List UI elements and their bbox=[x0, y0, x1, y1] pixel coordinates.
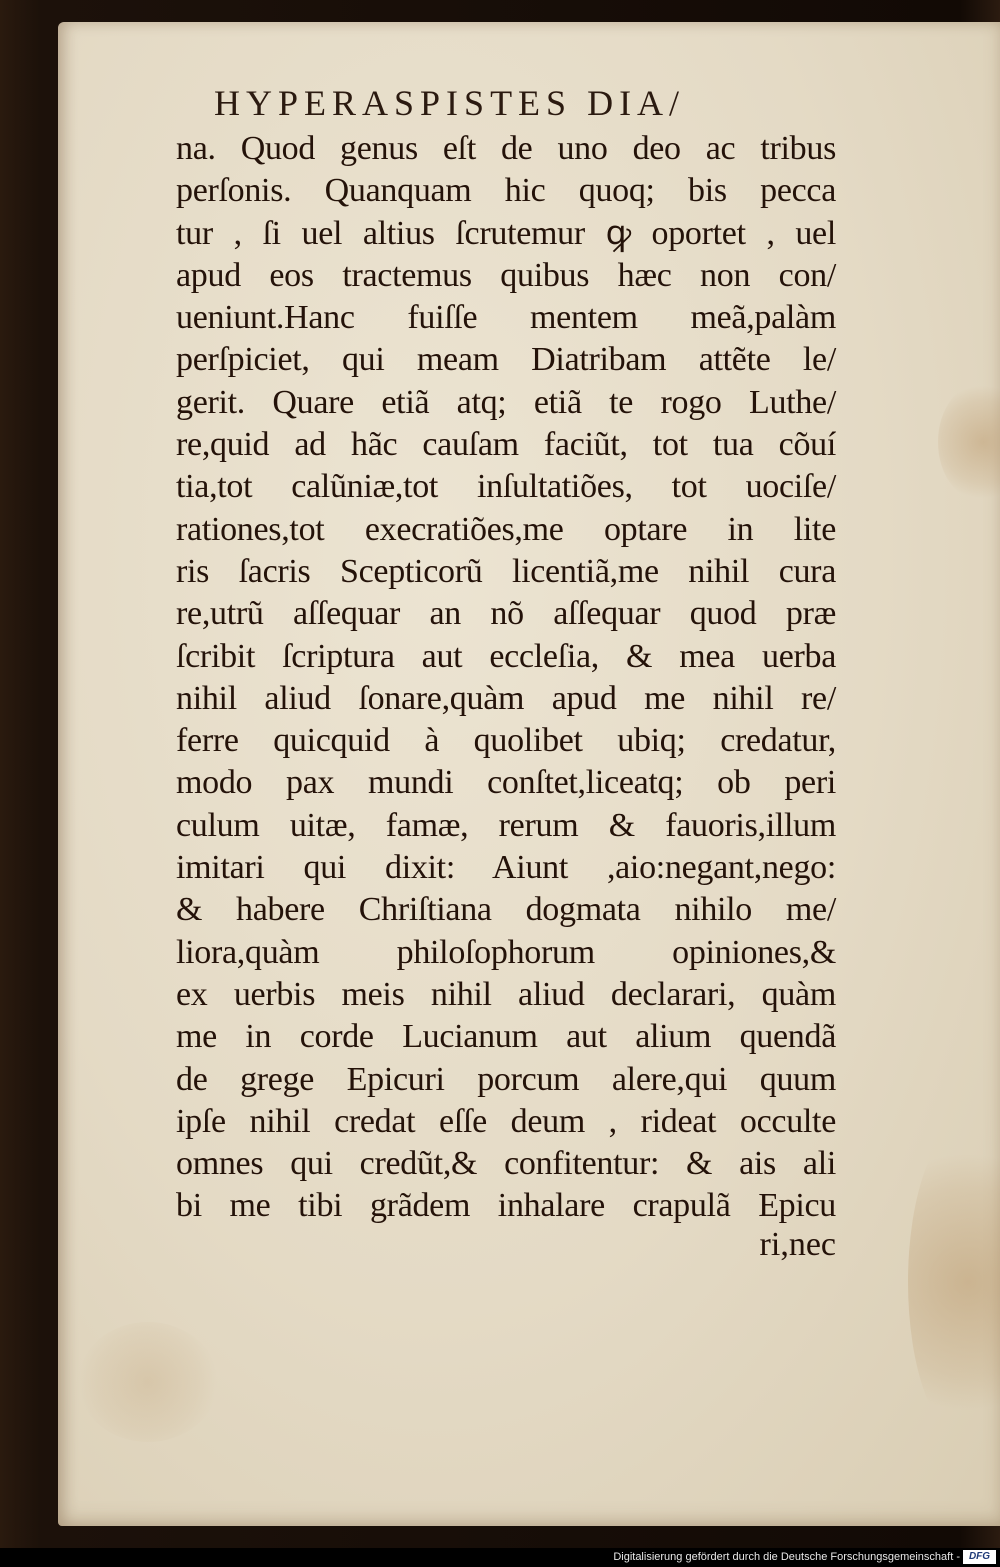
text-line: ſcribit ſcriptura aut eccleſia, & mea uerba bbox=[176, 637, 836, 675]
text-line: tia,tot calũniæ,tot inſultatiões, tot uociſe/ bbox=[176, 468, 836, 506]
text-line: ferre quicquid à quolibet ubiq; credatur, bbox=[176, 722, 836, 760]
text-line: nihil aliud ſonare,quàm apud me nihil re/ bbox=[176, 679, 836, 717]
text-line: modo pax mundi conſtet,liceatq; ob peri bbox=[176, 764, 836, 802]
text-line: imitari qui dixit: Aiunt ,aio:negant,nego: bbox=[176, 849, 836, 887]
text-line: rationes,tot execratiões,me optare in lite bbox=[176, 510, 836, 548]
text-line: ex uerbis meis nihil aliud declarari, quàm bbox=[176, 975, 836, 1013]
text-line: gerit. Quare etiã atq; etiã te rogo Luthe/ bbox=[176, 383, 836, 421]
text-line: & habere Chriſtiana dogmata nihilo me/ bbox=[176, 891, 836, 929]
text-line: de grege Epicuri porcum alere,qui quum bbox=[176, 1060, 836, 1098]
water-stain bbox=[78, 1322, 218, 1442]
running-title: HYPERASPISTES DIA/ bbox=[214, 83, 686, 123]
dfg-logo: DFG bbox=[963, 1550, 996, 1564]
text-line: re,utrũ aſſequar an nõ aſſequar quod præ bbox=[176, 595, 836, 633]
text-line: omnes qui credũt,& confitentur: & ais ali bbox=[176, 1145, 836, 1183]
text-line: apud eos tractemus quibus hæc non con/ bbox=[176, 256, 836, 294]
page-text bbox=[176, 128, 836, 1228]
text-line: ipſe nihil credat eſſe deum , rideat occulte bbox=[176, 1102, 836, 1140]
funding-credit: Digitalisierung gefördert durch die Deutsche Forschungsgemeinschaft - bbox=[613, 1551, 960, 1563]
text-line: ris ſacris Scepticorũ licentiã,me nihil cura bbox=[176, 552, 836, 590]
text-line: culum uitæ, famæ, rerum & fauoris,illum bbox=[176, 806, 836, 844]
text-line: ueniunt.Hanc fuiſſe mentem meã,palàm bbox=[176, 299, 836, 337]
catchword: ri,nec bbox=[759, 1226, 836, 1263]
text-line: perſonis. Quanquam hic quoq; bis pecca bbox=[176, 172, 836, 210]
text-line: na. Quod genus eſt de uno deo ac tribus bbox=[176, 130, 836, 167]
text-line: tur , ſi uel altius ſcrutemur ꝙ oportet , uel bbox=[176, 214, 836, 252]
text-line: re,quid ad hãc cauſam faciũt, tot tua cõuí bbox=[176, 426, 836, 464]
text-line: bi me tibi grãdem inhalare crapulã Epicu bbox=[176, 1187, 836, 1225]
text-line: me in corde Lucianum aut alium quendã bbox=[176, 1018, 836, 1056]
text-line: perſpiciet, qui meam Diatribam attẽte le/ bbox=[176, 341, 836, 379]
water-stain bbox=[938, 382, 1000, 502]
water-stain bbox=[908, 1122, 1000, 1442]
text-line: liora,quàm philoſophorum opiniones,& bbox=[176, 933, 836, 971]
